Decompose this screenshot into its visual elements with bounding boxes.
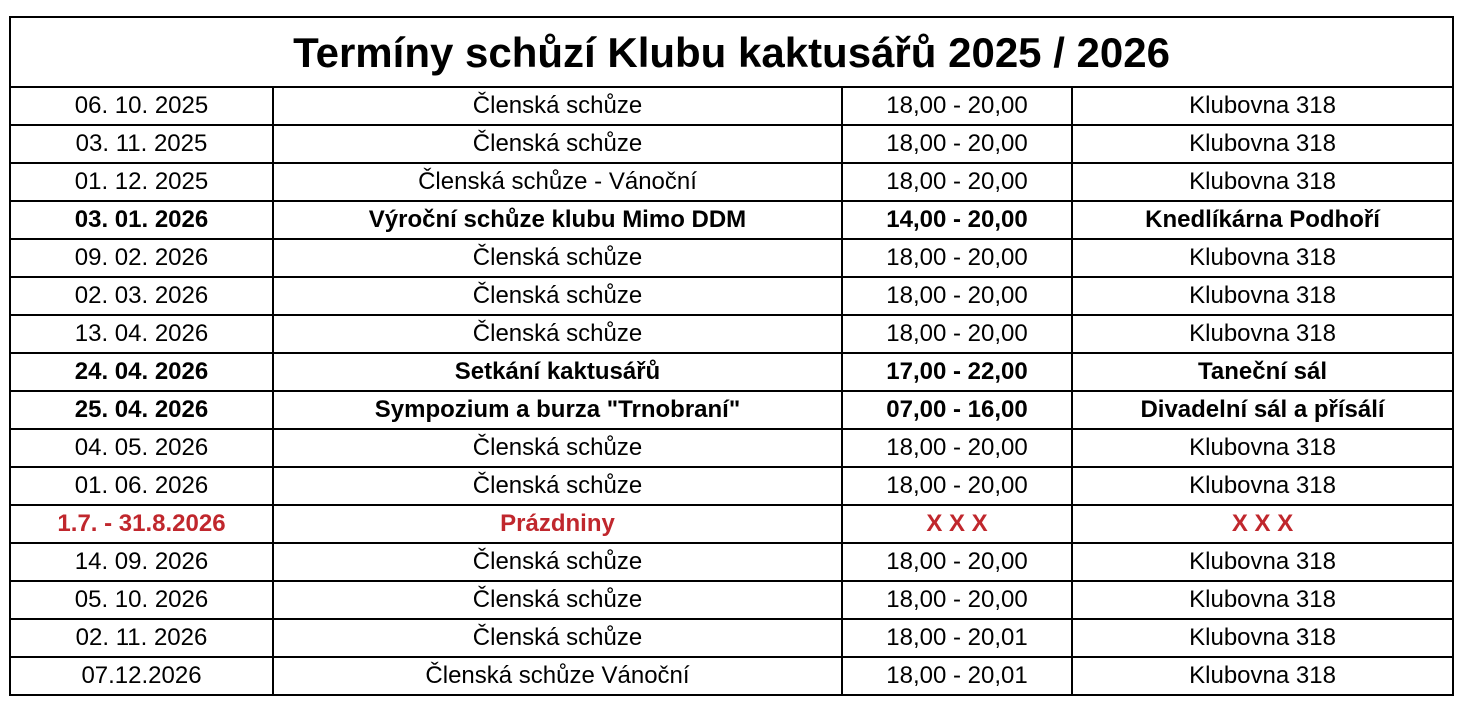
place-cell: Klubovna 318 — [1072, 277, 1453, 315]
place-cell: Divadelní sál a přísálí — [1072, 391, 1453, 429]
table-row — [10, 239, 1453, 277]
date-cell: 04. 05. 2026 — [10, 429, 273, 467]
place-cell: Klubovna 318 — [1072, 125, 1453, 163]
time-cell: 18,00 - 20,01 — [842, 619, 1072, 657]
date-cell: 09. 02. 2026 — [10, 239, 273, 277]
date-cell: 05. 10. 2026 — [10, 581, 273, 619]
date-cell: 14. 09. 2026 — [10, 543, 273, 581]
time-cell: 18,00 - 20,00 — [842, 163, 1072, 201]
table-row — [10, 505, 1453, 543]
date-cell: 13. 04. 2026 — [10, 315, 273, 353]
event-cell: Členská schůze — [273, 619, 842, 657]
time-cell: 17,00 - 22,00 — [842, 353, 1072, 391]
date-cell: 07.12.2026 — [10, 657, 273, 695]
time-cell: 18,00 - 20,00 — [842, 125, 1072, 163]
time-cell: 07,00 - 16,00 — [842, 391, 1072, 429]
place-cell: Klubovna 318 — [1072, 581, 1453, 619]
date-cell: 03. 11. 2025 — [10, 125, 273, 163]
place-cell: Klubovna 318 — [1072, 315, 1453, 353]
table-row — [10, 315, 1453, 353]
time-cell: 18,00 - 20,01 — [842, 657, 1072, 695]
event-cell: Sympozium a burza "Trnobraní" — [273, 391, 842, 429]
place-cell: X X X — [1072, 505, 1453, 543]
meeting-schedule-table — [9, 16, 1454, 696]
event-cell: Setkání kaktusářů — [273, 353, 842, 391]
place-cell: Taneční sál — [1072, 353, 1453, 391]
event-cell: Členská schůze — [273, 87, 842, 125]
event-cell: Členská schůze — [273, 277, 842, 315]
title-row — [10, 17, 1453, 87]
place-cell: Klubovna 318 — [1072, 163, 1453, 201]
event-cell: Členská schůze - Vánoční — [273, 163, 842, 201]
table-row — [10, 543, 1453, 581]
table-row — [10, 657, 1453, 695]
place-cell: Klubovna 318 — [1072, 467, 1453, 505]
date-cell: 06. 10. 2025 — [10, 87, 273, 125]
table-row — [10, 201, 1453, 239]
place-cell: Knedlíkárna Podhoří — [1072, 201, 1453, 239]
time-cell: 18,00 - 20,00 — [842, 87, 1072, 125]
time-cell: X X X — [842, 505, 1072, 543]
place-cell: Klubovna 318 — [1072, 543, 1453, 581]
date-cell: 24. 04. 2026 — [10, 353, 273, 391]
table-row — [10, 163, 1453, 201]
date-cell: 1.7. - 31.8.2026 — [10, 505, 273, 543]
event-cell: Prázdniny — [273, 505, 842, 543]
table-row — [10, 353, 1453, 391]
event-cell: Členská schůze — [273, 315, 842, 353]
event-cell: Členská schůze — [273, 467, 842, 505]
date-cell: 02. 11. 2026 — [10, 619, 273, 657]
time-cell: 14,00 - 20,00 — [842, 201, 1072, 239]
time-cell: 18,00 - 20,00 — [842, 277, 1072, 315]
place-cell: Klubovna 318 — [1072, 429, 1453, 467]
date-cell: 02. 03. 2026 — [10, 277, 273, 315]
date-cell: 25. 04. 2026 — [10, 391, 273, 429]
date-cell: 01. 06. 2026 — [10, 467, 273, 505]
time-cell: 18,00 - 20,00 — [842, 467, 1072, 505]
event-cell: Členská schůze — [273, 429, 842, 467]
place-cell: Klubovna 318 — [1072, 239, 1453, 277]
event-cell: Členská schůze Vánoční — [273, 657, 842, 695]
table-row — [10, 391, 1453, 429]
time-cell: 18,00 - 20,00 — [842, 429, 1072, 467]
time-cell: 18,00 - 20,00 — [842, 581, 1072, 619]
place-cell: Klubovna 318 — [1072, 87, 1453, 125]
date-cell: 03. 01. 2026 — [10, 201, 273, 239]
event-cell: Členská schůze — [273, 239, 842, 277]
schedule-body — [10, 87, 1453, 695]
event-cell: Členská schůze — [273, 543, 842, 581]
event-cell: Výroční schůze klubu Mimo DDM — [273, 201, 842, 239]
table-row — [10, 87, 1453, 125]
date-cell: 01. 12. 2025 — [10, 163, 273, 201]
table-row — [10, 619, 1453, 657]
time-cell: 18,00 - 20,00 — [842, 543, 1072, 581]
place-cell: Klubovna 318 — [1072, 657, 1453, 695]
table-row — [10, 429, 1453, 467]
place-cell: Klubovna 318 — [1072, 619, 1453, 657]
time-cell: 18,00 - 20,00 — [842, 315, 1072, 353]
event-cell: Členská schůze — [273, 581, 842, 619]
table-row — [10, 277, 1453, 315]
table-row — [10, 581, 1453, 619]
table-row — [10, 125, 1453, 163]
table-row — [10, 467, 1453, 505]
time-cell: 18,00 - 20,00 — [842, 239, 1072, 277]
event-cell: Členská schůze — [273, 125, 842, 163]
page-title: Termíny schůzí Klubu kaktusářů 2025 / 2026 — [10, 17, 1453, 87]
